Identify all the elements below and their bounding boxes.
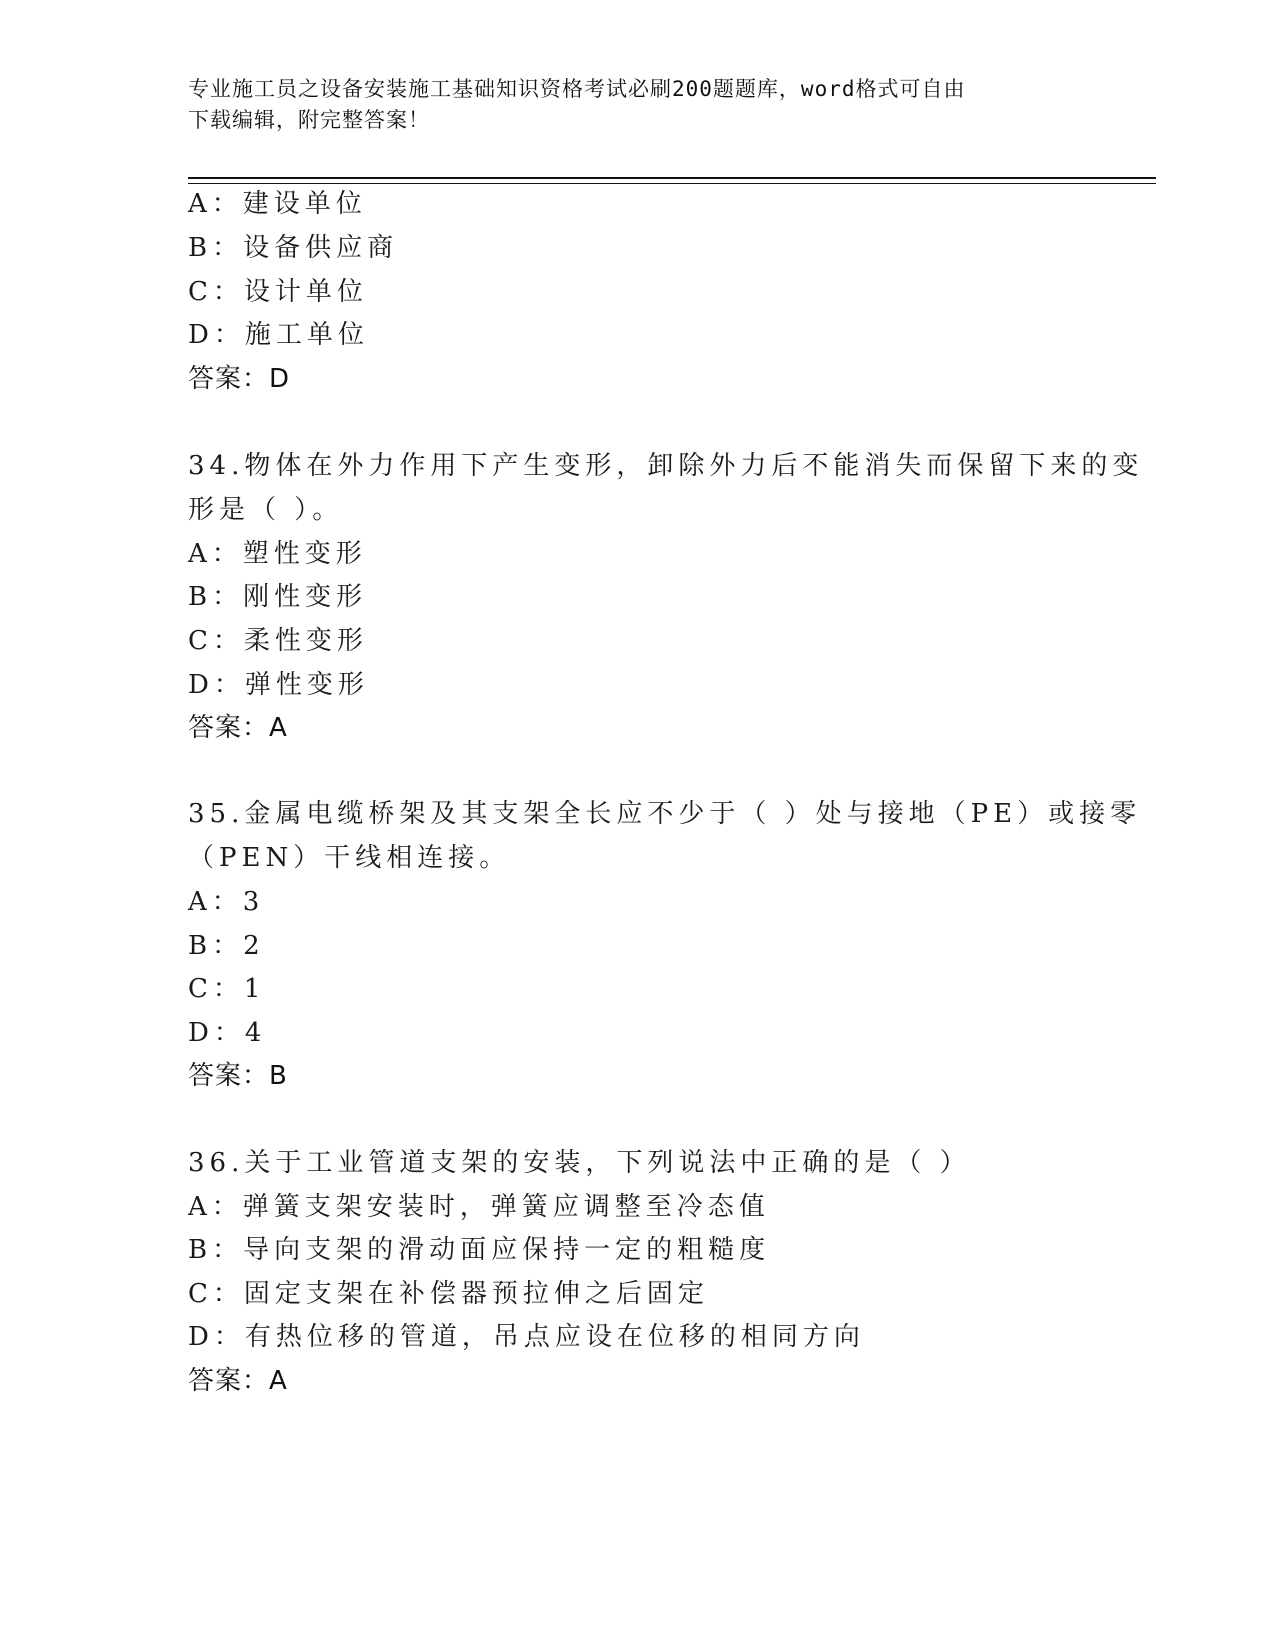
q34-option-d: D：弹性变形 xyxy=(188,670,369,700)
q35-stem-line-2: （PEN）干线相连接。 xyxy=(188,843,511,873)
q35-option-c: C：1 xyxy=(188,974,266,1004)
header-line-2: 下载编辑，附完整答案！ xyxy=(188,108,430,132)
q33-answer: 答案：D xyxy=(188,364,291,394)
q36-answer: 答案：A xyxy=(188,1366,288,1396)
q34-stem-line-1: 34.物体在外力作用下产生变形，卸除外力后不能消失而保留下来的变 xyxy=(188,451,1144,481)
header-divider-thick xyxy=(188,177,1156,179)
header-divider-thin xyxy=(188,183,1156,184)
q35-option-b: B：2 xyxy=(188,931,265,961)
q34-option-b: B：刚性变形 xyxy=(188,582,368,612)
q34-answer: 答案：A xyxy=(188,713,288,743)
q36-option-c: C：固定支架在补偿器预拉伸之后固定 xyxy=(188,1279,709,1309)
header-line-1: 专业施工员之设备安装施工基础知识资格考试必刷200题题库，word格式可自由 xyxy=(188,77,966,101)
q35-option-a: A：3 xyxy=(188,887,265,917)
q33-option-d: D：施工单位 xyxy=(188,320,369,350)
q34-option-c: C：柔性变形 xyxy=(188,626,368,656)
q34-stem-line-2: 形是（ ）。 xyxy=(188,495,344,525)
q36-stem-line-1: 36.关于工业管道支架的安装，下列说法中正确的是（ ） xyxy=(188,1148,971,1178)
q36-option-b: B：导向支架的滑动面应保持一定的粗糙度 xyxy=(188,1235,771,1265)
q35-answer: 答案：B xyxy=(188,1061,288,1091)
q35-option-d: D：4 xyxy=(188,1018,267,1048)
q36-option-a: A：弹簧支架安装时，弹簧应调整至冷态值 xyxy=(188,1192,770,1222)
q33-option-b: B：设备供应商 xyxy=(188,233,399,263)
q33-option-a: A：建设单位 xyxy=(188,189,367,219)
q36-option-d: D：有热位移的管道，吊点应设在位移的相同方向 xyxy=(188,1322,865,1352)
q33-option-c: C：设计单位 xyxy=(188,277,368,307)
q34-option-a: A：塑性变形 xyxy=(188,539,367,569)
document-header xyxy=(188,74,1088,136)
q35-stem-line-1: 35.金属电缆桥架及其支架全长应不少于（ ）处与接地（PE）或接零 xyxy=(188,799,1142,829)
